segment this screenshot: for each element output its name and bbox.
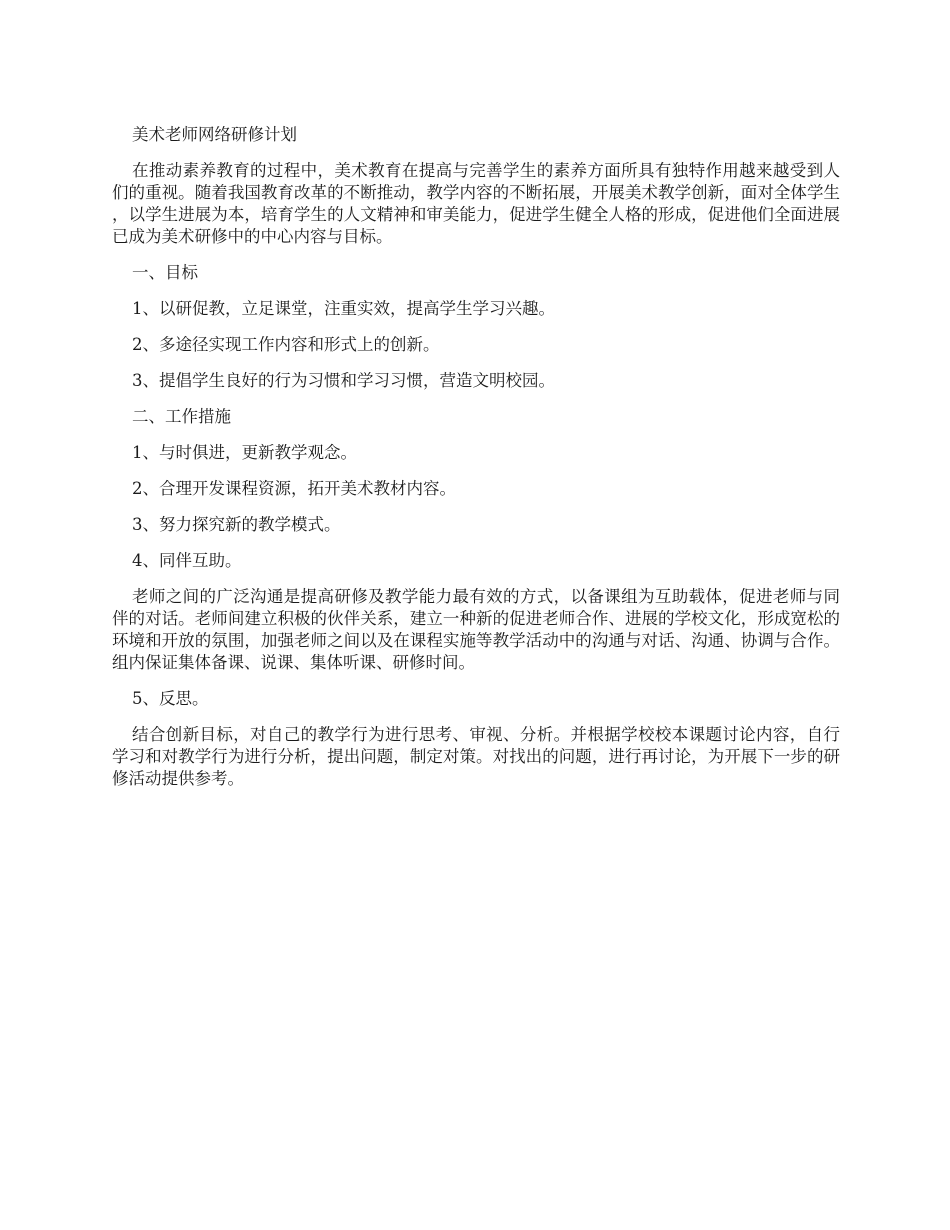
reflection-paragraph: 结合创新目标，对自己的教学行为进行思考、审视、分析。并根据学校校本课题讨论内容，自行学习和对教学行为进行分析，提出问题，制定对策。对找出的问题，进行再讨论，为开展下一步的研修活动提供参考。 [112,725,840,788]
measure-item: 2、合理开发课程资源，拓开美术教材内容。 [132,479,456,498]
goal-item: 2、多途径实现工作内容和形式上的创新。 [132,335,440,354]
document-title: 美术老师网络研修计划 [132,125,297,144]
measure-item: 5、反思。 [132,689,209,708]
goal-item: 3、提倡学生良好的行为习惯和学习习惯，营造文明校园。 [132,371,555,390]
document-body [112,124,840,804]
section-heading-goals: 一、目标 [132,263,198,282]
measure-item: 1、与时俱进，更新教学观念。 [132,443,357,462]
peer-paragraph: 老师之间的广泛沟通是提高研修及教学能力最有效的方式，以备课组为互助载体，促进老师与同伴的对话。老师间建立积极的伙伴关系，建立一种新的促进老师合作、进展的学校文化，形成宽松的环境和开放的氛围，加强老师之间以及在课程实施等教学活动中的沟通与对话、沟通、协调与合作。组内保证集体备课、说课、集体听课、研修时间。 [112,587,840,672]
section-heading-measures: 二、工作措施 [132,407,231,426]
measure-item: 3、努力探究新的教学模式。 [132,515,341,534]
intro-paragraph: 在推动素养教育的过程中，美术教育在提高与完善学生的素养方面所具有独特作用越来越受到人们的重视。随着我国教育改革的不断推动，教学内容的不断拓展，开展美术教学创新，面对全体学生，以学生进展为本，培育学生的人文精神和审美能力，促进学生健全人格的形成，促进他们全面进展已成为美术研修中的中心内容与目标。 [112,161,840,246]
goal-item: 1、以研促教，立足课堂，注重实效，提高学生学习兴趣。 [132,299,555,318]
measure-item: 4、同伴互助。 [132,551,242,570]
